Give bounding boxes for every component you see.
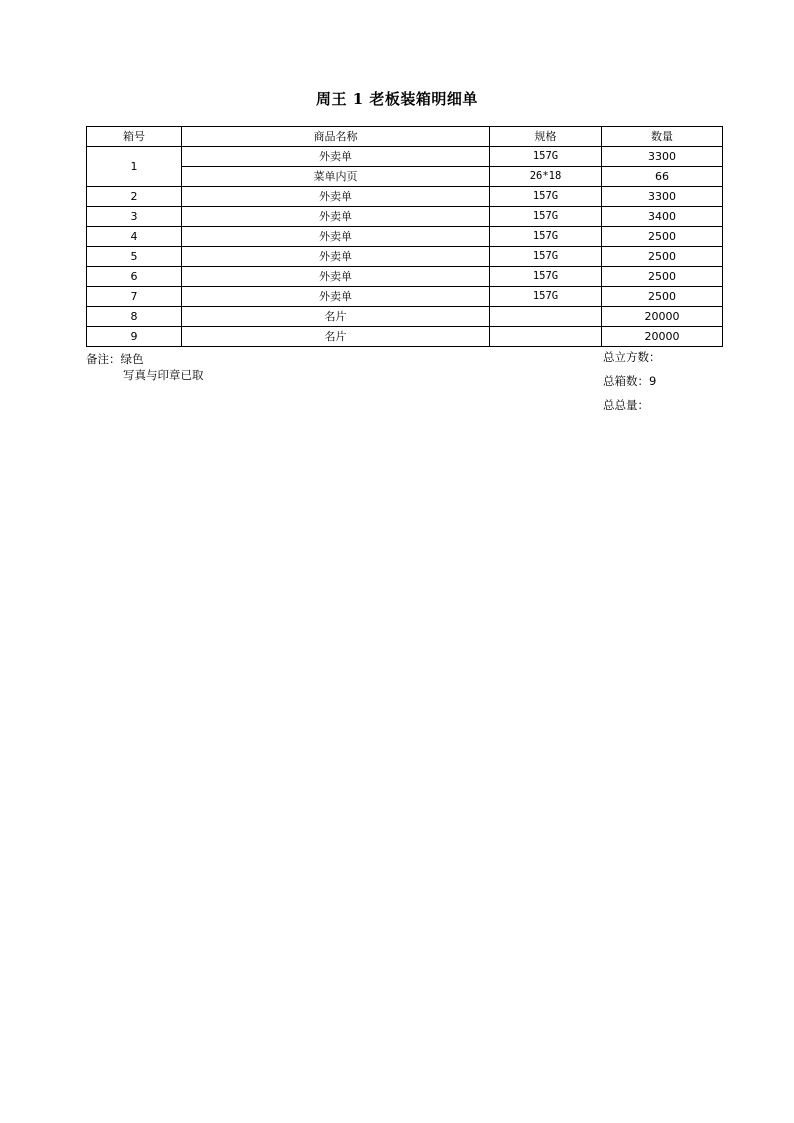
table-row — [87, 147, 723, 167]
cell-box-no: 9 — [87, 327, 182, 347]
cell-box-no: 3 — [87, 207, 182, 227]
cell-product-name: 名片 — [182, 307, 490, 327]
cell-quantity: 2500 — [602, 287, 723, 307]
table-row — [87, 207, 723, 227]
header-quantity: 数量 — [602, 127, 723, 147]
table-row — [87, 287, 723, 307]
table-header-row — [87, 127, 723, 147]
cell-box-no: 5 — [87, 247, 182, 267]
table-row — [87, 307, 723, 327]
table-row — [87, 327, 723, 347]
cell-box-no: 6 — [87, 267, 182, 287]
remarks-label: 备注：绿色 — [86, 352, 144, 366]
cell-spec: 157G — [490, 287, 602, 307]
cell-quantity: 3400 — [602, 207, 723, 227]
cell-product-name: 名片 — [182, 327, 490, 347]
cell-quantity: 2500 — [602, 227, 723, 247]
cell-box-no: 8 — [87, 307, 182, 327]
cell-quantity: 66 — [602, 167, 723, 187]
cell-quantity: 20000 — [602, 307, 723, 327]
cell-box-no: 4 — [87, 227, 182, 247]
cell-quantity: 3300 — [602, 147, 723, 167]
document-title: 周王 1 老板装箱明细单 — [316, 90, 478, 108]
cell-quantity: 2500 — [602, 267, 723, 287]
header-product-name: 商品名称 — [182, 127, 490, 147]
total-volume: 总立方数： — [603, 350, 661, 364]
table-row — [87, 167, 723, 187]
cell-spec: 157G — [490, 227, 602, 247]
cell-box-no: 2 — [87, 187, 182, 207]
cell-spec: 157G — [490, 247, 602, 267]
cell-product-name: 外卖单 — [182, 227, 490, 247]
cell-spec: 26*18 — [490, 167, 602, 187]
cell-spec: 157G — [490, 147, 602, 167]
cell-product-name: 外卖单 — [182, 247, 490, 267]
cell-quantity: 3300 — [602, 187, 723, 207]
table-row — [87, 247, 723, 267]
table-row — [87, 187, 723, 207]
cell-product-name: 外卖单 — [182, 287, 490, 307]
cell-quantity: 2500 — [602, 247, 723, 267]
cell-spec: 157G — [490, 207, 602, 227]
cell-spec — [490, 327, 602, 347]
cell-spec — [490, 307, 602, 327]
remarks-detail: 写真与印章已取 — [123, 368, 204, 382]
header-spec: 规格 — [490, 127, 602, 147]
cell-spec: 157G — [490, 187, 602, 207]
cell-quantity: 20000 — [602, 327, 723, 347]
cell-product-name: 外卖单 — [182, 147, 490, 167]
cell-box-no: 7 — [87, 287, 182, 307]
cell-product-name: 外卖单 — [182, 267, 490, 287]
cell-product-name: 外卖单 — [182, 187, 490, 207]
packing-list-table — [86, 126, 723, 347]
total-weight: 总总量： — [603, 398, 649, 412]
cell-product-name: 菜单内页 — [182, 167, 490, 187]
table-row — [87, 267, 723, 287]
cell-spec: 157G — [490, 267, 602, 287]
cell-box-no: 1 — [87, 147, 182, 187]
header-box-no: 箱号 — [87, 127, 182, 147]
total-boxes: 总箱数：9 — [603, 374, 657, 388]
table-row — [87, 227, 723, 247]
cell-product-name: 外卖单 — [182, 207, 490, 227]
